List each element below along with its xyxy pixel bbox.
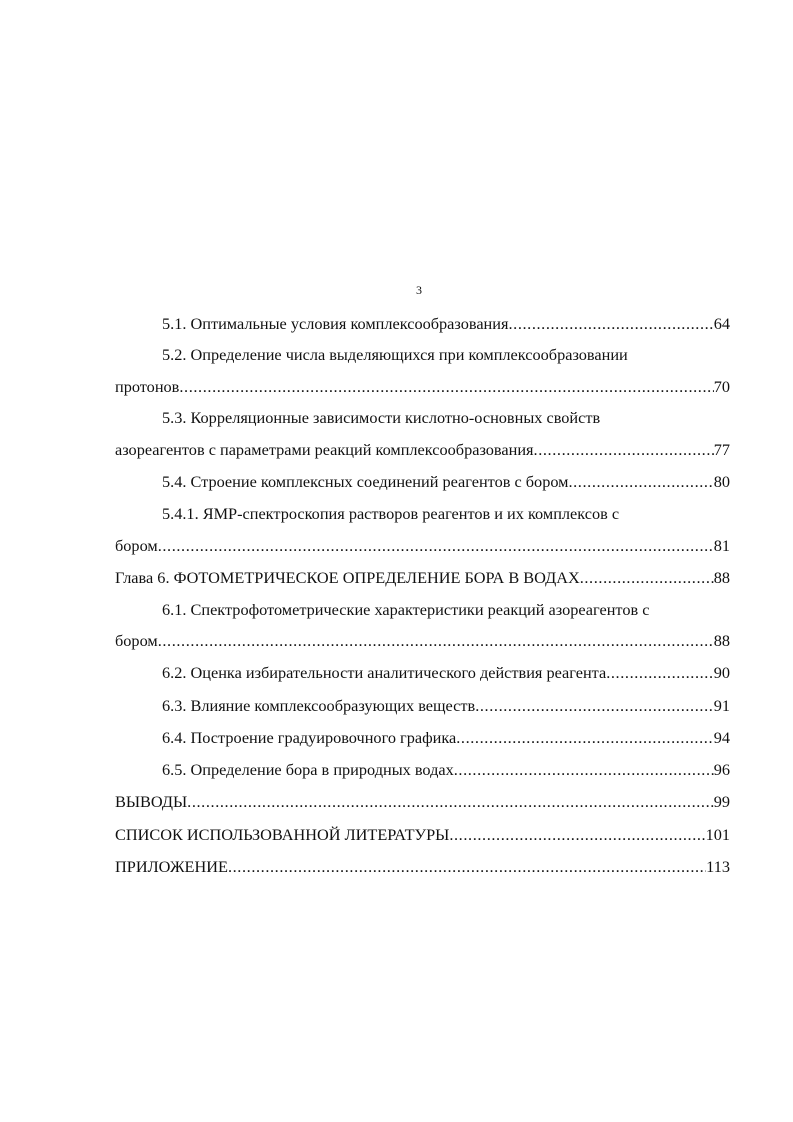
toc-leader-dots <box>449 824 705 846</box>
toc-entry-page: 99 <box>713 792 730 811</box>
toc-leader-dots <box>158 535 714 557</box>
toc-entry-5-1 <box>115 313 730 335</box>
toc-leader-dots <box>228 856 706 878</box>
toc-entry-page: 101 <box>705 825 730 844</box>
toc-leader-dots <box>454 759 714 781</box>
toc-entry-title-cont: бором <box>115 536 158 555</box>
toc-leader-dots <box>508 313 713 335</box>
toc-entry-6-5 <box>115 759 730 781</box>
toc-entry-title: 6.1. Спектрофотометрические характеристики реакций азореагентов с <box>162 600 650 619</box>
toc-entry-6-3 <box>115 695 730 717</box>
toc-entry-title: 6.2. Оценка избирательности аналитического действия реагента <box>162 663 607 682</box>
toc-entry-5-3-cont <box>115 439 730 461</box>
toc-entry-title-cont: бором <box>115 631 158 650</box>
toc-entry-6-4 <box>115 727 730 749</box>
toc-entry-title: 5.4. Строение комплексных соединений реагентов с бором <box>162 472 569 491</box>
toc-entry-title: 6.3. Влияние комплексообразующих веществ <box>162 696 476 715</box>
toc-leader-dots <box>456 727 713 749</box>
toc-entry-bibliography <box>115 824 730 846</box>
toc-entry-page: 64 <box>713 314 730 333</box>
toc-leader-dots <box>606 662 714 684</box>
toc-leader-dots <box>158 630 714 652</box>
toc-leader-dots <box>179 376 713 398</box>
toc-entry-title: 5.3. Корреляционные зависимости кислотно-основных свойств <box>162 408 601 427</box>
toc-entry-appendix <box>115 856 730 878</box>
toc-entry-page: 88 <box>713 631 730 650</box>
toc-entry-page: 96 <box>713 760 730 779</box>
toc-entry-6-1 <box>115 599 730 621</box>
toc-entry-page: 91 <box>713 696 730 715</box>
toc-entry-page: 77 <box>713 440 730 459</box>
toc-entry-conclusions <box>115 791 730 813</box>
toc-entry-5-4-1-cont <box>115 535 730 557</box>
toc-entry-title: 6.4. Построение градуировочного графика <box>162 728 457 747</box>
toc-entry-5-3 <box>115 407 730 429</box>
toc-leader-dots <box>568 471 713 493</box>
toc-entry-page: 90 <box>713 663 730 682</box>
toc-entry-title: 6.5. Определение бора в природных водах <box>162 760 454 779</box>
toc-entry-title: ВЫВОДЫ <box>115 792 188 811</box>
toc-entry-5-4 <box>115 471 730 493</box>
toc-entry-page: 88 <box>713 568 730 587</box>
toc-entry-title-cont: азореагентов с параметрами реакций комплексообразования <box>115 440 534 459</box>
toc-entry-page: 81 <box>713 536 730 555</box>
toc-entry-title: Глава 6. ФОТОМЕТРИЧЕСКОЕ ОПРЕДЕЛЕНИЕ БОРА В ВОДАХ <box>115 568 580 587</box>
toc-entry-title: 5.4.1. ЯМР-спектроскопия растворов реагентов и их комплексов с <box>162 504 620 523</box>
toc-entry-5-2-cont <box>115 376 730 398</box>
toc-entry-6-1-cont <box>115 630 730 652</box>
toc-entry-page: 113 <box>706 857 730 876</box>
toc-entry-5-2 <box>115 344 730 366</box>
toc-entry-title: ПРИЛОЖЕНИЕ <box>115 857 228 876</box>
toc-entry-title: 5.1. Оптимальные условия комплексообразования <box>162 314 509 333</box>
toc-entry-chapter-6 <box>115 567 730 589</box>
toc-entry-5-4-1 <box>115 503 730 525</box>
toc-leader-dots <box>534 439 714 461</box>
toc-leader-dots <box>580 567 714 589</box>
toc-entry-page: 94 <box>713 728 730 747</box>
toc-entry-title: 5.2. Определение числа выделяющихся при комплексообразовании <box>162 345 628 364</box>
toc-entry-title-cont: протонов <box>115 377 180 396</box>
toc-entry-title: СПИСОК ИСПОЛЬЗОВАННОЙ ЛИТЕРАТУРЫ <box>115 825 450 844</box>
toc-entry-page: 80 <box>713 472 730 491</box>
toc-leader-dots <box>475 695 714 717</box>
toc-leader-dots <box>187 791 714 813</box>
page-number: 3 <box>416 283 422 297</box>
toc-entry-page: 70 <box>713 377 730 396</box>
toc-entry-6-2 <box>115 662 730 684</box>
